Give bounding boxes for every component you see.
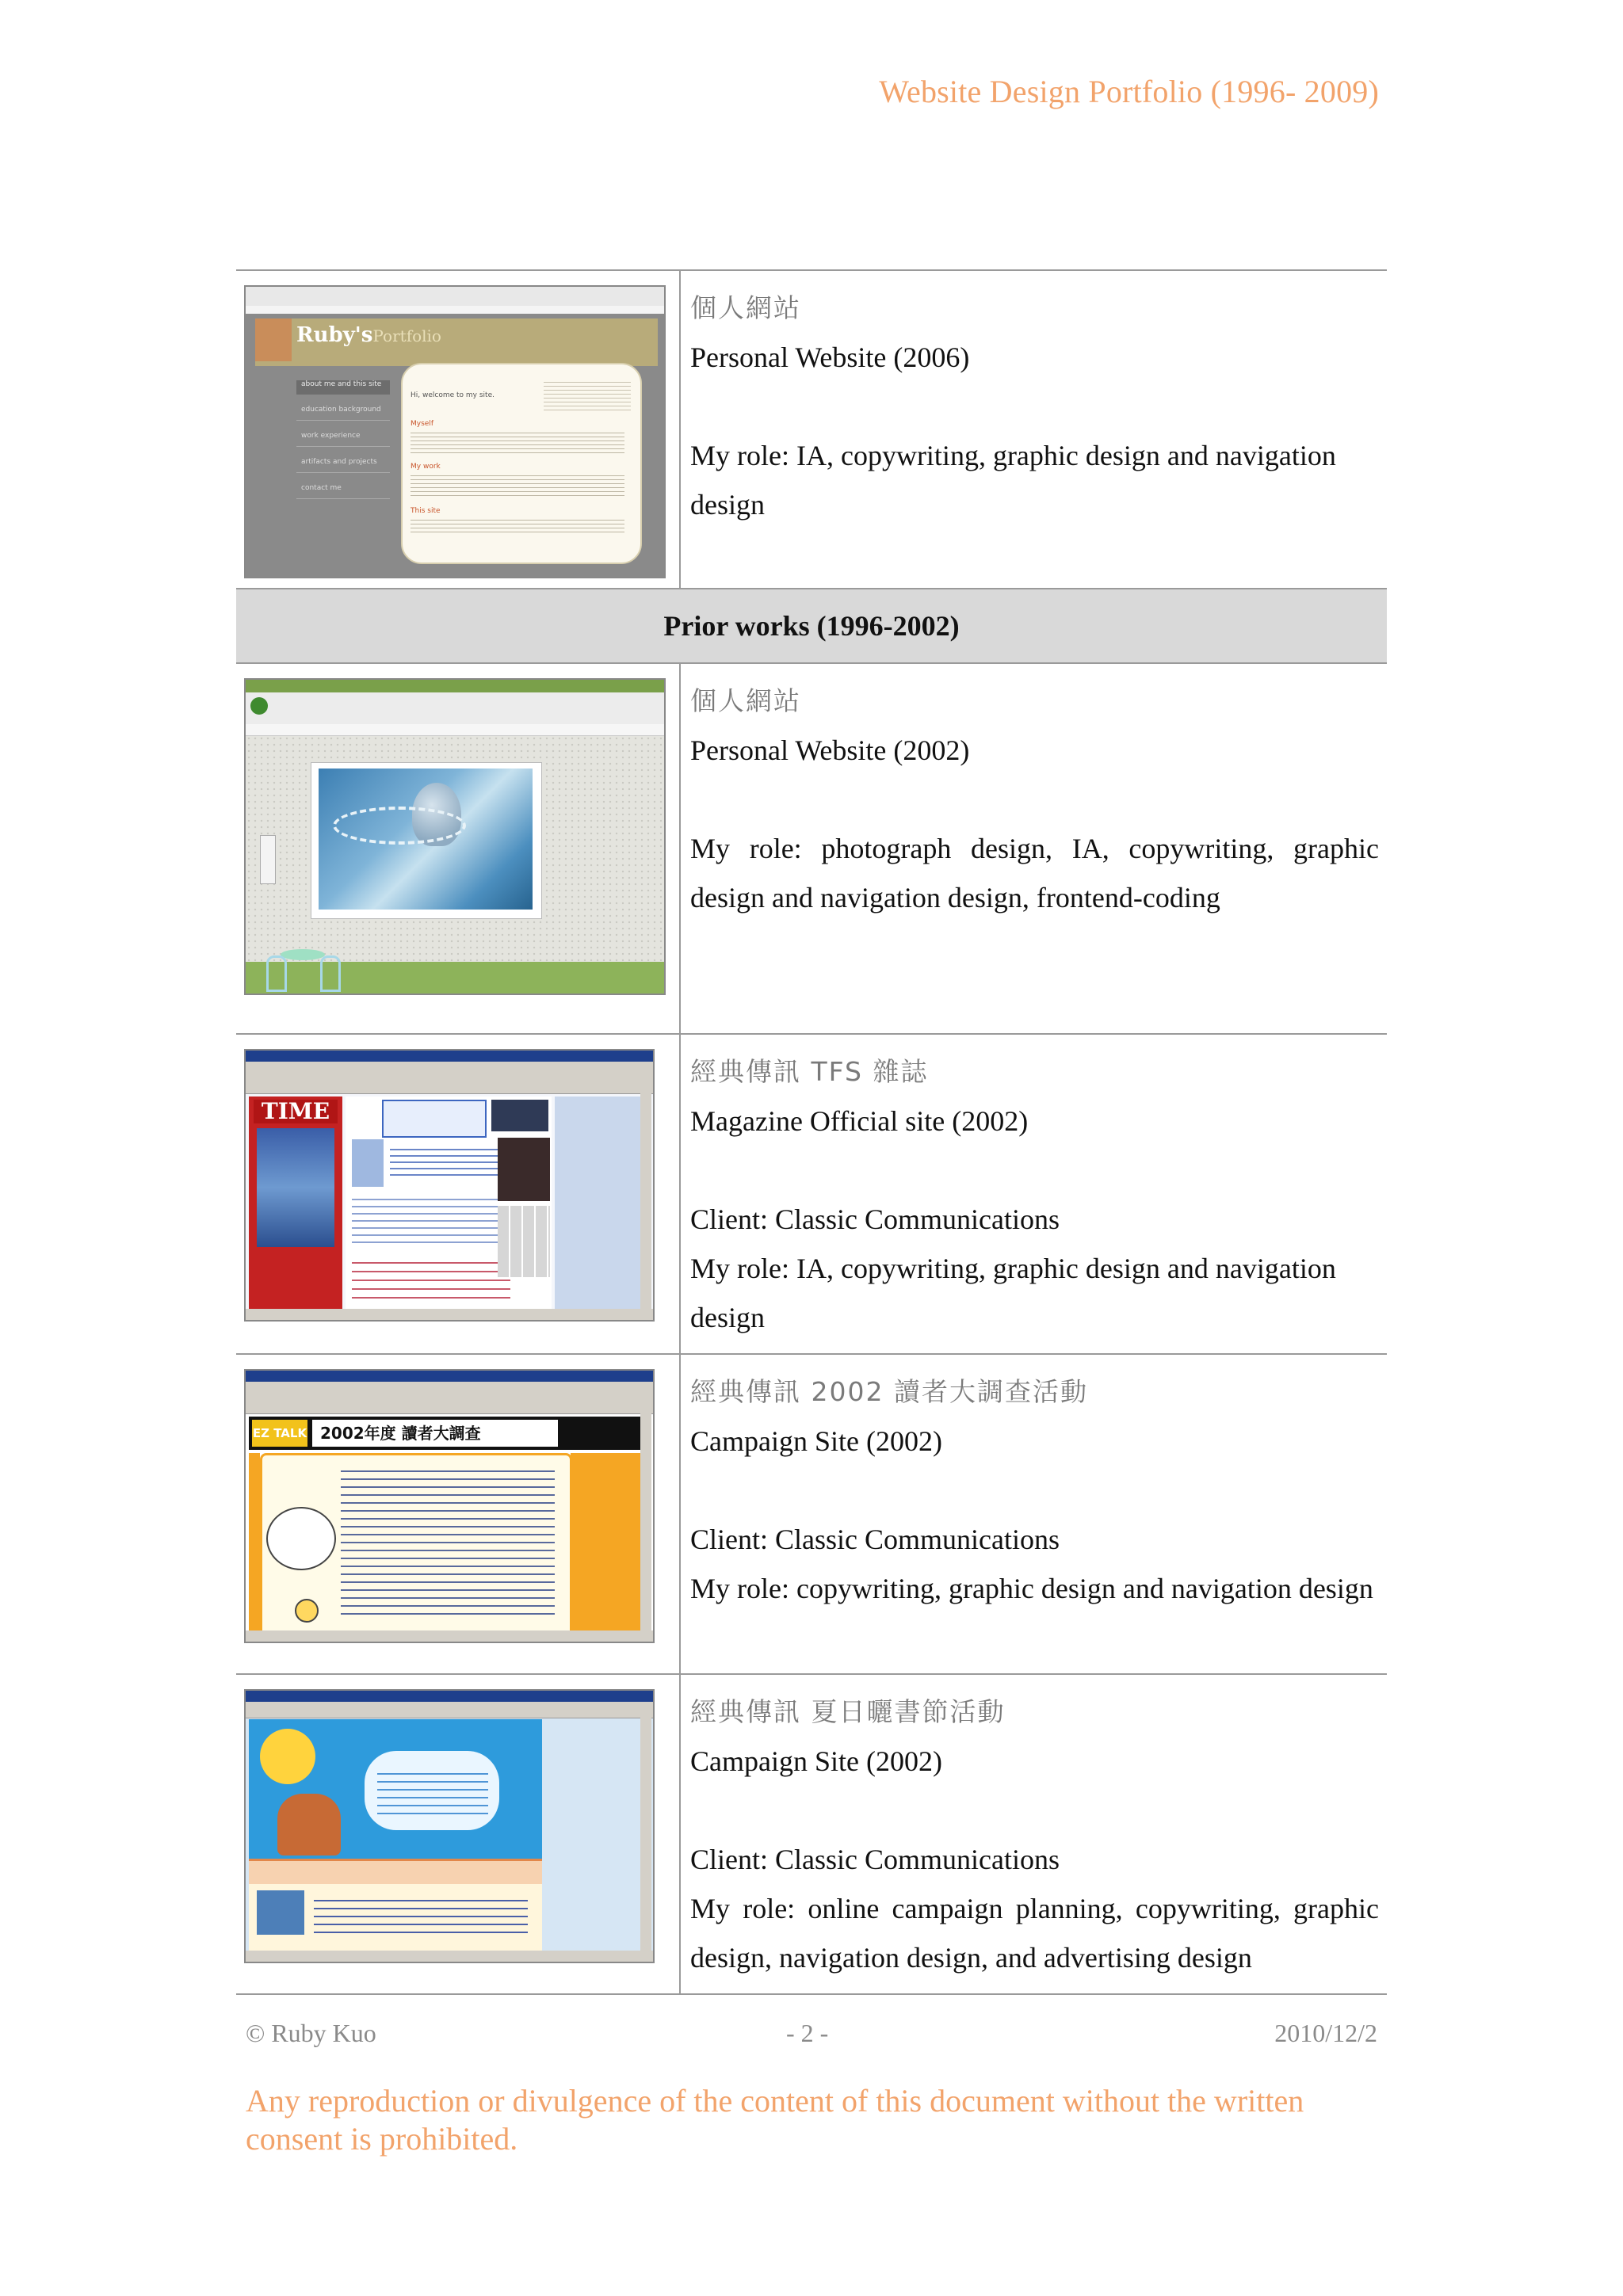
footer-date: 2010/12/2 [1274,2019,1377,2047]
portfolio-table [236,269,1387,1995]
project-chinese-title: 經典傳訊 TFS 雜誌 [690,1056,929,1087]
thumb-logo-suffix: Portfolio [372,326,441,345]
thumb-time-logo: TIME [254,1100,338,1123]
thumb-survey-banner: 2002年度 讀者大調查 [312,1420,558,1447]
project-site-name: Campaign Site (2002) [690,1425,942,1457]
project-chinese-title: 個人網站 [690,685,801,716]
project-client: Client: Classic Communications [690,1844,1060,1875]
thumb-eztalk-logo: EZ TALK [252,1420,307,1447]
footer-copyright: © Ruby Kuo [246,2019,376,2047]
thumb-nav-list: about me and this site education background work experience artifacts and projects contact me [296,380,390,499]
project-site-name: Personal Website (2002) [690,734,970,766]
project-role: My role: copywriting, graphic design and navigation design [690,1573,1373,1604]
project-client: Client: Classic Communications [690,1203,1060,1235]
project-role: My role: photograph design, IA, copywriting, graphic design and navigation design, frontend-coding [690,833,1379,913]
portfolio-thumbnail-personal-2006 [244,285,666,578]
portfolio-thumbnail-summer-book-campaign-2002 [244,1689,655,1963]
project-site-name: Personal Website (2006) [690,341,970,373]
portfolio-row [236,270,1387,589]
project-role: My role: IA, copywriting, graphic design and navigation design [690,1253,1336,1333]
portfolio-thumbnail-survey-campaign-2002 [244,1369,655,1643]
portfolio-thumbnail-personal-2002 [244,678,666,995]
project-site-name: Magazine Official site (2002) [690,1105,1029,1137]
thumb-logo-text: Ruby's [296,323,373,347]
portfolio-row [236,1034,1387,1354]
footer-page-number: - 2 - [786,2019,829,2047]
project-site-name: Campaign Site (2002) [690,1745,942,1777]
copyright-disclaimer: Any reproduction or divulgence of the content of this document without the written consent is prohibited. [246,2083,1304,2157]
section-band-prior-works: Prior works (1996-2002) [236,589,1387,663]
project-chinese-title: 經典傳訊 2002 讀者大調查活動 [690,1376,1088,1407]
section-band-row [236,589,1387,663]
project-chinese-title: 個人網站 [690,292,801,323]
portfolio-row [236,1674,1387,1994]
portfolio-row [236,663,1387,1034]
thumb-content-card: Hi, welcome to my site. Myself My work This site [401,363,642,564]
document-header-title: Website Design Portfolio (1996- 2009) [879,74,1379,109]
project-role: My role: IA, copywriting, graphic design and navigation design [690,440,1336,521]
project-role: My role: online campaign planning, copywriting, graphic design, navigation design, and advertising design [690,1893,1379,1974]
portfolio-row [236,1354,1387,1674]
portfolio-thumbnail-magazine-2002 [244,1049,655,1322]
project-chinese-title: 經典傳訊 夏日曬書節活動 [690,1696,1006,1727]
project-client: Client: Classic Communications [690,1524,1060,1555]
